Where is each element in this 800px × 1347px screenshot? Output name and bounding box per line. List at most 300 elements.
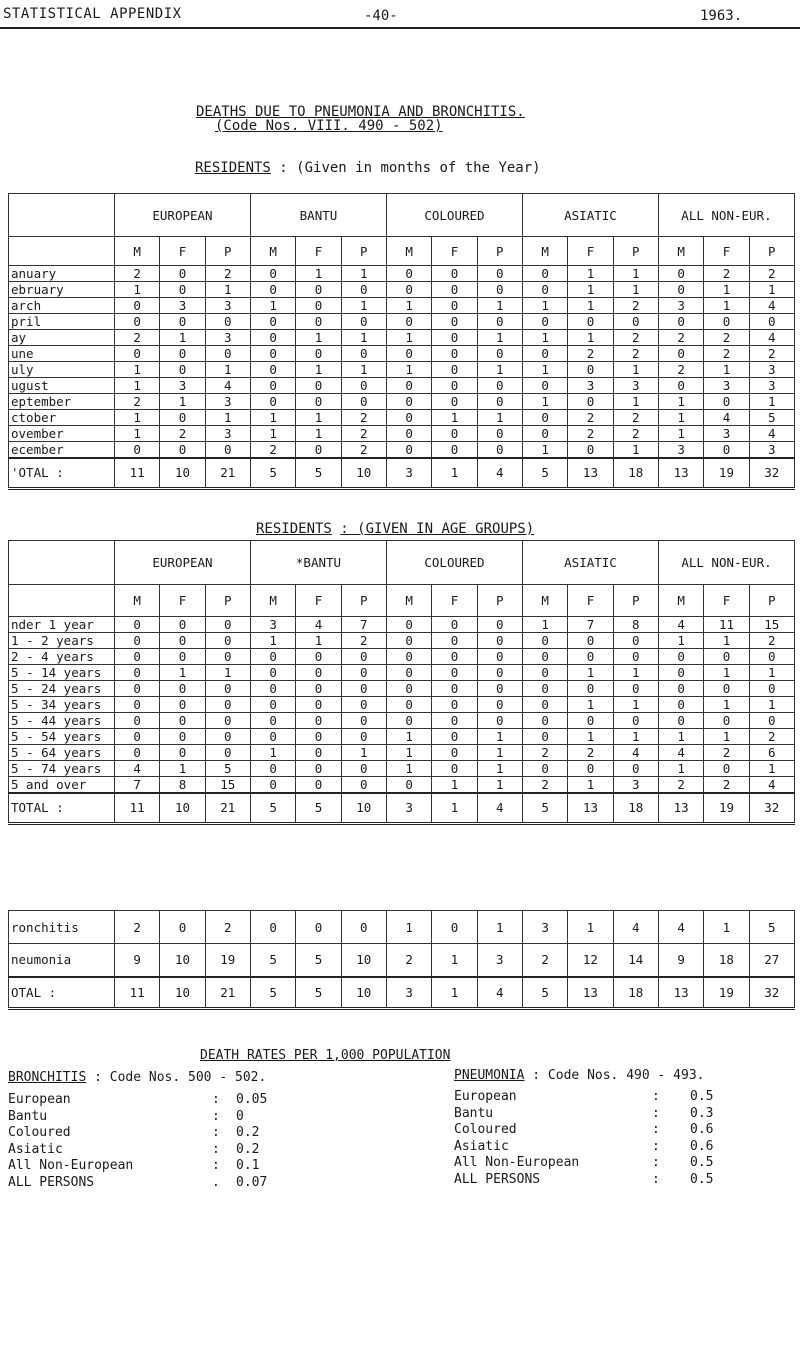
table-row [9,362,795,378]
row-label: eptember [9,394,115,410]
table-cell: 0 [522,697,567,713]
table-cell: 0 [250,665,295,681]
table-cell: 0 [477,697,522,713]
table-cell: 0 [477,378,522,394]
table-cell: 0 [160,410,205,426]
table-cell: 2 [749,729,794,745]
table-cell: 0 [250,713,295,729]
table-cell: 0 [115,617,160,633]
table-cell: 1 [250,298,295,314]
table-cell: 0 [568,761,613,777]
table-cell: 0 [387,777,432,794]
table-cell: 0 [613,761,658,777]
table-cell: 0 [432,649,477,665]
table-cell: 1 [205,410,250,426]
table-cell: 4 [749,426,794,442]
table-cell: 1 [115,426,160,442]
table-cell: 2 [568,410,613,426]
residents-label: RESIDENTS [195,160,271,176]
table-cell: 0 [658,378,703,394]
table-cell: 1 [704,298,749,314]
table-cell: 3 [250,617,295,633]
table-cell: 1 [704,697,749,713]
table-cell: 0 [341,665,386,681]
total-cell: 11 [115,458,160,488]
table-cell: 0 [387,681,432,697]
table-cell: 1 [341,330,386,346]
total-cell: 4 [477,977,522,1009]
table-cell: 1 [477,761,522,777]
table-row [9,697,795,713]
rate-sep: : [652,1138,660,1154]
sex-header: P [341,237,386,266]
sex-header: F [160,585,205,617]
bronchitis-code: : Code Nos. 500 - 502. [94,1070,267,1085]
table-cell: 1 [704,729,749,745]
table-cell: 0 [115,442,160,459]
table-cell: 0 [568,394,613,410]
table-cell: 3 [160,378,205,394]
table-row [9,442,795,459]
table-cell: 2 [522,745,567,761]
rate-value: 0.07 [236,1174,268,1190]
table-cell: 5 [205,761,250,777]
table-row [9,633,795,649]
table-cell: 0 [296,777,341,794]
table-cell: 0 [160,617,205,633]
table-cell: 0 [296,665,341,681]
table-cell: 0 [250,314,295,330]
table-cell: 0 [250,330,295,346]
table-cell: 1 [250,426,295,442]
table-cell: 1 [115,378,160,394]
table-cell: 0 [477,282,522,298]
table-cell: 1 [749,697,794,713]
total-cell: 5 [296,458,341,488]
table-cell: 1 [477,362,522,378]
total-cell: 21 [205,458,250,488]
table-cell: 2 [658,330,703,346]
table-cell: 15 [205,777,250,794]
table-cell: 0 [522,649,567,665]
table-cell: 2 [613,346,658,362]
table-cell: 0 [160,681,205,697]
table-cell: 0 [250,394,295,410]
bronchitis-heading [8,1070,266,1085]
total-cell: 10 [160,793,205,823]
row-label: ay [9,330,115,346]
table-cell: 0 [387,633,432,649]
rate-label: ALL PERSONS [454,1171,541,1187]
table-cell: 0 [341,761,386,777]
total-row [9,977,795,1009]
table-cell: 0 [387,649,432,665]
table-cell: 0 [296,911,341,944]
table-cell: 0 [115,665,160,681]
table-cell: 0 [432,282,477,298]
table-cell: 2 [704,745,749,761]
table-cell: 1 [250,410,295,426]
table-cell: 1 [341,745,386,761]
death-rates-title: DEATH RATES PER 1,000 POPULATION [200,1048,451,1063]
table-cell: 2 [160,426,205,442]
total-cell: 18 [613,458,658,488]
table-cell: 0 [341,378,386,394]
table-cell: 0 [115,713,160,729]
rate-value: 0.6 [690,1122,714,1137]
table-cell: 2 [704,266,749,282]
sex-header: M [250,585,295,617]
table-cell: 2 [341,410,386,426]
table-row [9,649,795,665]
table-cell: 0 [477,442,522,459]
table-cell: 0 [296,697,341,713]
table-cell: 0 [296,729,341,745]
sex-header: F [296,585,341,617]
table-cell: 0 [341,394,386,410]
table-cell: 0 [160,282,205,298]
table-cell: 3 [704,426,749,442]
header-rule [0,27,800,29]
table-cell: 9 [658,944,703,977]
table-cell: 1 [160,330,205,346]
table-cell: 1 [477,745,522,761]
table-cell: 0 [205,314,250,330]
pneumonia-label: PNEUMONIA [454,1068,525,1083]
rate-sep: : [652,1089,660,1104]
table-cell: 1 [568,777,613,794]
table-row [9,777,795,794]
table-cell: 2 [613,330,658,346]
table-cell: 0 [568,649,613,665]
table-cell: 0 [658,314,703,330]
table-cell: 2 [749,633,794,649]
row-label: nder 1 year [9,617,115,633]
table-cell: 0 [568,713,613,729]
table-cell: 0 [522,761,567,777]
total-cell: 10 [341,793,386,823]
table-cell: 1 [432,410,477,426]
total-cell: 13 [658,458,703,488]
table-cell: 1 [568,911,613,944]
table-cell: 0 [704,761,749,777]
table-cell: 0 [432,314,477,330]
sex-header: M [386,237,431,266]
table-cell: 6 [749,745,794,761]
total-cell: 4 [477,793,522,823]
group-header: *BANTU [250,541,386,585]
table-row [9,761,795,777]
table-cell: 10 [341,944,386,977]
table-cell: 4 [704,410,749,426]
rate-sep: : [212,1108,220,1124]
table-cell: 0 [341,729,386,745]
table-cell: 2 [749,346,794,362]
table-cell: 2 [341,442,386,459]
table-cell: 0 [160,911,205,944]
table-cell: 1 [704,633,749,649]
rate-label: Bantu [454,1105,494,1121]
total-cell: 32 [749,458,794,488]
total-cell: 4 [477,458,522,488]
table-cell: 0 [386,410,431,426]
table-cell: 0 [522,713,567,729]
sex-header-row [9,237,795,266]
total-label: TOTAL : [9,793,115,823]
table-cell: 1 [613,729,658,745]
table-cell: 7 [341,617,386,633]
table-cell: 0 [296,394,341,410]
total-cell: 5 [250,793,295,823]
sex-header: M [658,585,703,617]
table-cell: 0 [296,745,341,761]
table-cell: 1 [296,410,341,426]
group-header: ASIATIC [522,194,658,237]
table-cell: 9 [115,944,160,977]
table-cell: 3 [749,362,794,378]
total-cell: 5 [296,977,341,1009]
rate-sep: : [212,1141,220,1157]
table-cell: 1 [160,665,205,681]
table-cell: 1 [386,298,431,314]
table-cell: 2 [205,911,250,944]
table-cell: 0 [477,426,522,442]
table-cell: 0 [115,681,160,697]
row-label: ebruary [9,282,115,298]
corner-cell [9,194,115,237]
table-cell: 0 [160,633,205,649]
table-cell: 18 [704,944,749,977]
corner-cell [9,585,115,617]
table-cell: 0 [658,649,703,665]
total-cell: 3 [386,977,431,1009]
table-cell: 0 [522,426,567,442]
table-cell: 0 [160,346,205,362]
sex-header: P [477,585,522,617]
table-cell: 5 [250,944,295,977]
table-cell: 0 [432,362,477,378]
total-cell: 10 [160,977,205,1009]
total-cell: 3 [386,458,431,488]
rate-label: Asiatic [454,1138,509,1154]
table-cell: 1 [522,330,567,346]
row-label: 1 - 2 years [9,633,115,649]
table-cell: 0 [432,745,477,761]
table-cell: 1 [477,777,522,794]
sex-header: F [432,585,477,617]
table-row [9,394,795,410]
group-header: EUROPEAN [115,541,251,585]
table-cell: 11 [704,617,749,633]
row-label: 5 - 54 years [9,729,115,745]
row-label: neumonia [9,944,115,977]
table-cell: 3 [568,378,613,394]
total-cell: 1 [432,458,477,488]
row-label: ovember [9,426,115,442]
group-header-row [9,194,795,237]
table-cell: 0 [477,649,522,665]
table-cell: 0 [568,633,613,649]
table-row [9,282,795,298]
table-cell: 0 [160,314,205,330]
table-cell: 15 [749,617,794,633]
table-cell: 0 [522,681,567,697]
pneumonia-heading [454,1068,704,1083]
table-cell: 0 [477,346,522,362]
table-cell: 4 [296,617,341,633]
table-cell: 1 [432,777,477,794]
sex-header: P [749,585,794,617]
group-header: ALL NON-EUR. [658,541,794,585]
rate-sep: : [212,1158,220,1173]
sex-header: P [205,237,250,266]
table-cell: 3 [658,298,703,314]
table-cell: 0 [658,681,703,697]
table-cell: 0 [250,777,295,794]
table-cell: 1 [477,298,522,314]
rate-label: Coloured [8,1125,71,1140]
table-cell: 4 [115,761,160,777]
row-label: 5 - 44 years [9,713,115,729]
row-label: 5 - 34 years [9,697,115,713]
sex-header: M [522,237,567,266]
table-cell: 1 [568,665,613,681]
table-cell: 0 [296,713,341,729]
table-cell: 0 [477,713,522,729]
table-cell: 1 [568,330,613,346]
table-cell: 1 [522,442,567,459]
table-cell: 2 [568,346,613,362]
table-cell: 1 [568,729,613,745]
table-cell: 0 [522,378,567,394]
table-cell: 0 [250,911,295,944]
table-cell: 1 [205,282,250,298]
table-cell: 2 [658,777,703,794]
table-cell: 0 [250,346,295,362]
table-cell: 1 [613,362,658,378]
row-label: ronchitis [9,911,115,944]
rate-label: European [454,1089,517,1104]
sex-header: M [250,237,295,266]
table-cell: 1 [522,298,567,314]
table-cell: 0 [613,681,658,697]
table-cell: 8 [613,617,658,633]
sex-header: P [341,585,386,617]
sex-header: M [387,585,432,617]
sex-header: F [296,237,341,266]
table-cell: 0 [387,713,432,729]
table-cell: 0 [341,346,386,362]
table-cell: 1 [477,911,522,944]
table-cell: 0 [205,346,250,362]
table-cell: 10 [160,944,205,977]
table-cell: 1 [704,362,749,378]
row-label: 5 - 14 years [9,665,115,681]
table-cell: 0 [704,394,749,410]
table-cell: 1 [386,330,431,346]
table-cell: 2 [613,410,658,426]
total-cell: 13 [568,458,613,488]
table-cell: 1 [749,665,794,681]
table-cell: 27 [749,944,794,977]
corner-cell [9,541,115,585]
rate-label: All Non-European [454,1155,580,1170]
table-cell: 0 [613,314,658,330]
sex-header: M [658,237,703,266]
table-cell: 0 [250,697,295,713]
table-cell: 0 [613,649,658,665]
table-cell: 0 [477,681,522,697]
table-cell: 4 [658,911,703,944]
table-row [9,665,795,681]
table-cell: 0 [160,442,205,459]
table-cell: 1 [477,729,522,745]
total-cell: 18 [613,793,658,823]
table-row [9,410,795,426]
table-cell: 1 [658,426,703,442]
table-cell: 0 [160,649,205,665]
table-cell: 1 [387,761,432,777]
table-cell: 0 [477,314,522,330]
table-cell: 1 [522,617,567,633]
table-cell: 4 [749,330,794,346]
table-cell: 4 [205,378,250,394]
sex-header: F [704,237,749,266]
rate-sep: : [212,1092,220,1107]
table-cell: 0 [386,266,431,282]
group-header: ASIATIC [522,541,658,585]
table-cell: 0 [205,617,250,633]
total-cell: 19 [704,793,749,823]
table-cell: 0 [250,761,295,777]
table-cell: 1 [477,410,522,426]
table-cell: 0 [658,697,703,713]
table-cell: 1 [205,362,250,378]
table-cell: 0 [568,314,613,330]
total-row [9,793,795,823]
table-cell: 0 [250,378,295,394]
table-cell: 2 [613,426,658,442]
table-cell: 0 [432,330,477,346]
table-cell: 0 [477,665,522,681]
table-cell: 1 [749,394,794,410]
sex-header: M [115,237,160,266]
table-cell: 0 [341,681,386,697]
table-cell: 3 [749,442,794,459]
table-cell: 0 [387,617,432,633]
table-cell: 0 [749,681,794,697]
row-label: anuary [9,266,115,282]
table-cell: 8 [160,777,205,794]
table-cell: 2 [704,330,749,346]
rate-value: 0.6 [690,1138,714,1154]
table-cell: 0 [613,713,658,729]
rate-value: 0.2 [236,1141,260,1157]
table-cell: 3 [477,944,522,977]
table-cell: 4 [749,298,794,314]
table-cell: 2 [522,777,567,794]
table-cell: 0 [568,681,613,697]
table-cell: 0 [296,442,341,459]
sex-header: P [613,237,658,266]
table-cell: 3 [704,378,749,394]
table-cell: 0 [296,681,341,697]
table-cell: 0 [432,266,477,282]
table-cell: 1 [568,266,613,282]
table-cell: 1 [613,697,658,713]
table-cell: 3 [522,911,567,944]
table-cell: 1 [477,330,522,346]
